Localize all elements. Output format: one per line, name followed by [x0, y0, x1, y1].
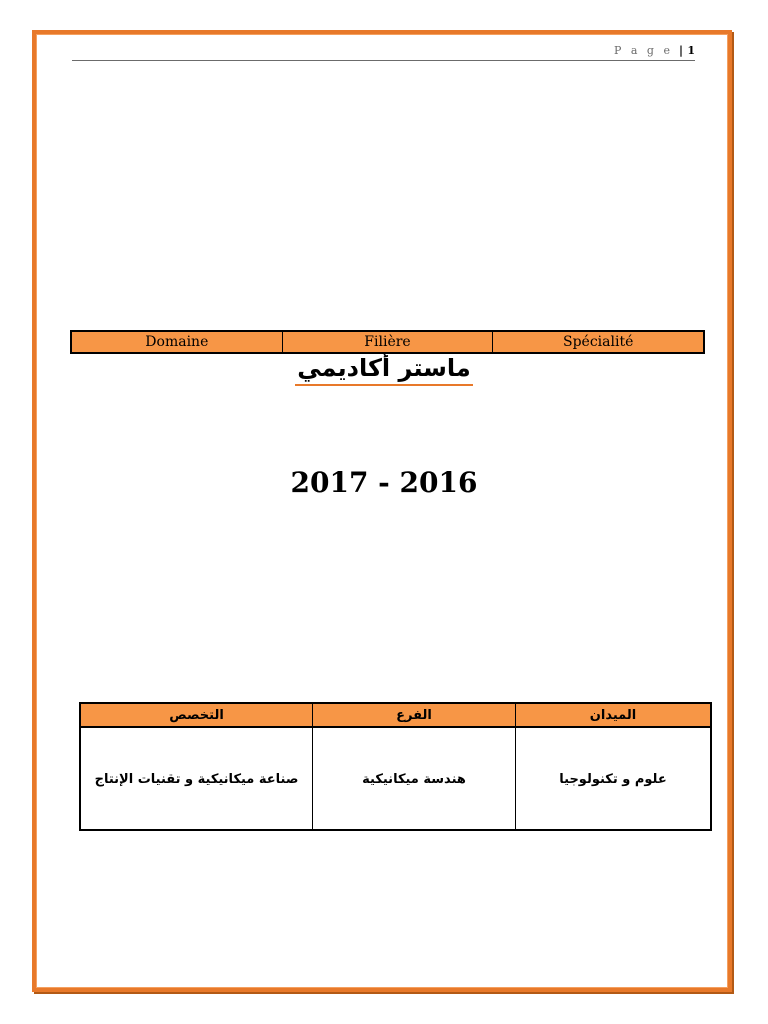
filiere-header: Filière: [283, 332, 494, 352]
domaine-header: Domaine: [72, 332, 283, 352]
title-text: ماستر أكاديمي: [295, 354, 472, 386]
arabic-table-row: [81, 728, 710, 831]
page-label: P a g e: [613, 44, 673, 57]
specialty-table: [70, 330, 705, 354]
page-number: 1: [687, 44, 695, 57]
branch-header: الفرع: [312, 704, 515, 726]
page-header: [72, 44, 695, 61]
field-value: علوم و تكنولوجيا: [515, 728, 710, 831]
arabic-table-header-row: [81, 704, 710, 728]
arabic-table: [79, 702, 712, 831]
document-title: [0, 354, 768, 382]
specialite-header: Spécialité: [562, 334, 634, 350]
specialty-header: التخصص: [169, 707, 224, 723]
page-border: [32, 30, 732, 992]
academic-year: 2017 - 2016: [290, 466, 478, 499]
field-header: الميدان: [515, 704, 710, 726]
page-separator: |: [678, 44, 683, 57]
branch-value: هندسة ميكانيكية: [312, 728, 515, 831]
specialty-value: صناعة ميكانيكية و تقنيات الإنتاج: [94, 772, 299, 787]
